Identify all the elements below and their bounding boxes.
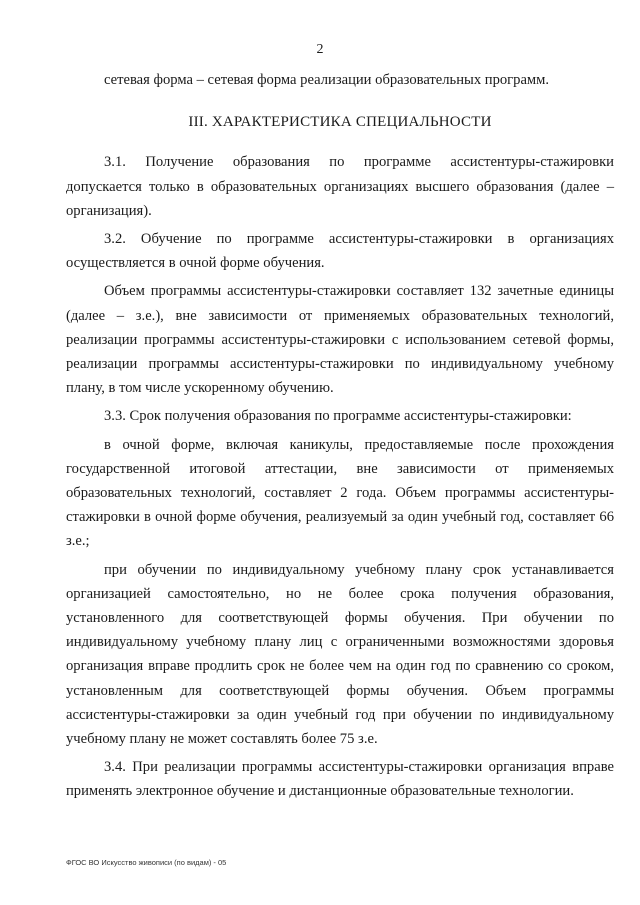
paragraph-volume: Объем программы ассистентуры-стажировки составляет 132 зачетные единицы (далее – з.е.), вне зависимости от применяемых образовательных технологий, реализации программы ассистентуры-стажировки с использованием сетевой формы, реализации программы ассистентуры-стажировки по индивидуальному учебному плану, в том числе ускоренному обучению. — [66, 283, 614, 397]
document-body — [66, 68, 614, 804]
paragraph-3-3: 3.3. Срок получения образования по программе ассистентуры-стажировки: — [104, 408, 572, 425]
footer-note: ФГОС ВО Искусство живописи (по видам) - 05 — [66, 858, 227, 867]
paragraph-full-time: в очной форме, включая каникулы, предоставляемые после прохождения государственной итоговой аттестации, вне зависимости от применяемых образовательных технологий, составляет 2 года. Объем программы ассистентуры-стажировки в очной форме обучения, реализуемый за один учебный год, составляет 66 з.е.; — [66, 436, 614, 550]
page-number: 2 — [316, 42, 324, 57]
intro-paragraph: сетевая форма – сетевая форма реализации образовательных программ. — [104, 72, 550, 88]
paragraph-3-2: 3.2. Обучение по программе ассистентуры-стажировки в организациях осуществляется в очной форме обучения. — [66, 231, 614, 272]
paragraph-individual-plan: при обучении по индивидуальному учебному плану срок устанавливается организацией самостоятельно, но не более срока получения образования, установленного для соответствующей формы обучения. При обучении по индивидуальному учебному плану лиц с ограниченными возможностями здоровья организация вправе продлить срок не более чем на один год по сравнению со сроком, установленным для соответствующей формы обучения. Объем программы ассистентуры-стажировки за один учебный год при обучении по индивидуальному учебному плану не может составлять более 75 з.е. — [66, 561, 614, 748]
section-heading: III. ХАРАКТЕРИСТИКА СПЕЦИАЛЬНОСТИ — [188, 114, 492, 131]
paragraph-3-1: 3.1. Получение образования по программе ассистентуры-стажировки допускается только в образовательных организациях высшего образования (далее – организация). — [66, 154, 614, 219]
paragraph-3-4: 3.4. При реализации программы ассистентуры-стажировки организация вправе применять электронное обучение и дистанционные образовательные технологии. — [66, 759, 614, 800]
